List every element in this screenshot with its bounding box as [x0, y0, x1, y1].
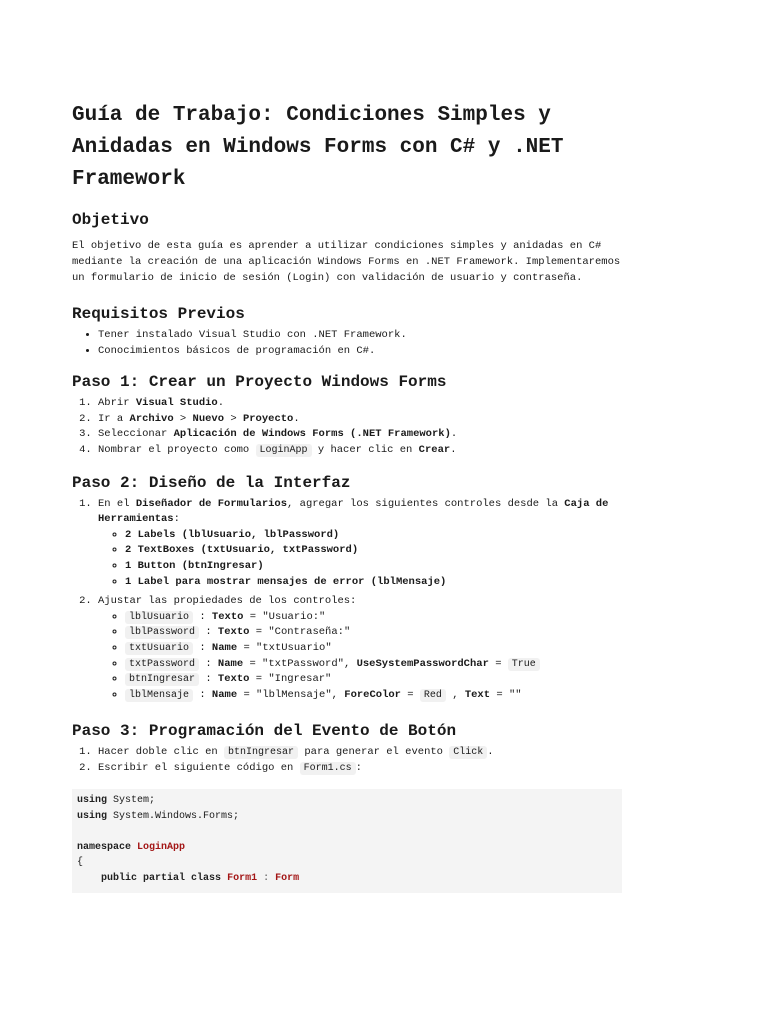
text: "Contraseña:" — [268, 626, 351, 639]
list-item — [98, 443, 624, 459]
text: , agregar los siguientes controles desde la — [287, 497, 565, 510]
bold-text: Diseñador de Formularios — [135, 497, 288, 510]
paso1-list — [72, 396, 624, 458]
bold-text: Text — [464, 688, 491, 701]
document-page — [72, 100, 624, 893]
text: Nombrar el proyecto como — [98, 443, 256, 456]
text: : — [193, 610, 212, 623]
properties-list — [98, 610, 624, 704]
text: "Usuario:" — [262, 610, 326, 623]
code-line — [77, 855, 622, 871]
code-text: System; — [107, 795, 156, 807]
text: . — [217, 397, 225, 410]
bold-text: Name — [211, 688, 238, 701]
text: = — [400, 688, 420, 701]
text: . — [293, 412, 300, 425]
inline-code: lblMensaje — [125, 689, 193, 702]
text: Ir a — [98, 412, 130, 425]
text: = — [243, 610, 263, 623]
text: . — [450, 428, 458, 441]
requisitos-list — [72, 328, 624, 359]
text: "lblMensaje", — [256, 688, 345, 701]
bold-text: UseSystemPasswordChar — [356, 657, 489, 670]
code-block — [72, 789, 622, 893]
list-item — [125, 625, 624, 641]
text: = — [243, 657, 263, 670]
bold-text: Visual Studio — [135, 397, 218, 410]
keyword: using — [77, 795, 108, 807]
bold-text: 1 Label para mostrar mensajes de error (lblMensaje) — [125, 575, 447, 588]
heading-objetivo: Objetivo — [72, 211, 149, 229]
list-item — [125, 657, 624, 673]
text: Escribir el siguiente código en — [98, 761, 300, 774]
text: : — [355, 761, 362, 774]
bold-text: 2 Labels (lblUsuario, lblPassword) — [125, 528, 340, 541]
text: "" — [508, 688, 522, 701]
bold-text: Texto — [217, 673, 250, 686]
list-item — [125, 688, 624, 704]
code-line — [77, 793, 622, 809]
bold-text: 1 Button (btnIngresar) — [125, 559, 264, 572]
text: "txtUsuario" — [256, 641, 332, 654]
text: = — [249, 626, 269, 639]
text: = — [237, 641, 257, 654]
bold-text: ForeColor — [344, 688, 401, 701]
list-item — [125, 575, 624, 591]
type-name: Form — [275, 872, 300, 884]
list-item — [125, 641, 624, 657]
objetivo-text: El objetivo de esta guía es aprender a utilizar condiciones simples y anidadas en C# mediante la creación de una aplicación Windows Forms en .NET Framework. Implementaremos un formulario de inicio de sesión (Login) con validación de usuario y contraseña. — [72, 240, 621, 284]
bold-text: Nuevo — [192, 412, 225, 425]
inline-code: LoginApp — [256, 444, 312, 457]
text: : — [193, 641, 212, 654]
text: : — [193, 688, 212, 701]
code-line — [77, 840, 622, 856]
text: , — [445, 688, 465, 701]
text: y hacer clic en — [311, 443, 419, 456]
list-item — [98, 594, 624, 703]
inline-code: Red — [420, 689, 446, 702]
list-item — [98, 396, 624, 412]
text: Seleccionar — [98, 428, 174, 441]
inline-code: btnIngresar — [224, 746, 298, 759]
inline-code: txtUsuario — [125, 642, 193, 655]
page-title: Guía de Trabajo: Condiciones Simples y Anidadas en Windows Forms con C# y .NET Framework — [72, 104, 564, 191]
inline-code: Click — [449, 746, 487, 759]
text: para generar el evento — [298, 746, 450, 759]
paso2-list — [72, 497, 624, 704]
bold-text: 2 TextBoxes (txtUsuario, txtPassword) — [125, 544, 359, 557]
list-item — [125, 610, 624, 626]
text: "txtPassword", — [262, 657, 357, 670]
text: > — [224, 412, 243, 425]
list-item — [98, 427, 624, 443]
list-item — [125, 672, 624, 688]
text: > — [173, 412, 193, 425]
text: "Ingresar" — [268, 673, 332, 686]
heading-paso-2: Paso 2: Diseño de la Interfaz — [72, 473, 351, 492]
text: Ajustar las propiedades de los controles: — [98, 595, 357, 608]
code-line-blank — [77, 824, 622, 840]
inline-code: btnIngresar — [125, 673, 199, 686]
type-name: Form1 — [227, 872, 258, 884]
text: = — [237, 688, 257, 701]
text: Hacer doble clic en — [98, 746, 225, 759]
list-item — [125, 559, 624, 575]
text: = — [488, 657, 508, 670]
keyword: namespace — [77, 841, 132, 853]
inline-code: True — [508, 658, 540, 671]
list-item — [98, 412, 624, 428]
list-item — [125, 543, 624, 559]
list-item: • Conocimientos básicos de programación en C#. — [98, 344, 624, 360]
type-name: LoginApp — [137, 841, 186, 853]
bold-text: Name — [211, 641, 238, 654]
keyword: public partial class — [101, 872, 222, 884]
code-text: : — [257, 872, 276, 884]
text: . — [487, 746, 494, 759]
bold-text: Texto — [217, 626, 250, 639]
bold-text: Crear — [418, 443, 451, 456]
controls-list — [98, 528, 624, 590]
code-line — [77, 809, 622, 825]
paso3-list — [72, 745, 624, 776]
text: : — [199, 626, 218, 639]
text: En el — [98, 497, 136, 510]
list-item — [125, 528, 624, 544]
keyword: using — [77, 810, 108, 822]
list-item — [98, 745, 624, 761]
bold-text: Proyecto — [242, 412, 294, 425]
text: . — [450, 443, 457, 456]
text: : — [199, 657, 218, 670]
inline-code: txtPassword — [125, 658, 199, 671]
heading-paso-1: Paso 1: Crear un Proyecto Windows Forms — [72, 373, 447, 392]
bold-text: Caja de Herramientas — [98, 497, 609, 526]
inline-code: lblPassword — [125, 626, 199, 639]
bold-text: Archivo — [129, 412, 174, 425]
list-item — [98, 761, 624, 777]
list-item: • Tener instalado Visual Studio con .NET Framework. — [98, 328, 624, 344]
code-text: { — [77, 857, 84, 869]
bold-text: Texto — [211, 610, 244, 623]
text: = — [249, 673, 269, 686]
inline-code: lblUsuario — [125, 611, 193, 624]
heading-paso-3: Paso 3: Programación del Evento de Botón — [72, 722, 457, 741]
heading-requisitos: Requisitos Previos — [72, 305, 245, 323]
text: = — [490, 688, 509, 701]
list-item — [98, 497, 624, 591]
text: : — [199, 673, 218, 686]
bold-text: Name — [217, 657, 244, 670]
code-text: System.Windows.Forms; — [107, 810, 240, 822]
code-line — [77, 871, 622, 887]
text: : — [173, 513, 180, 526]
bold-text: Aplicación de Windows Forms (.NET Framework) — [173, 428, 451, 441]
text: Abrir — [98, 397, 136, 410]
inline-code: Form1.cs — [300, 762, 356, 775]
